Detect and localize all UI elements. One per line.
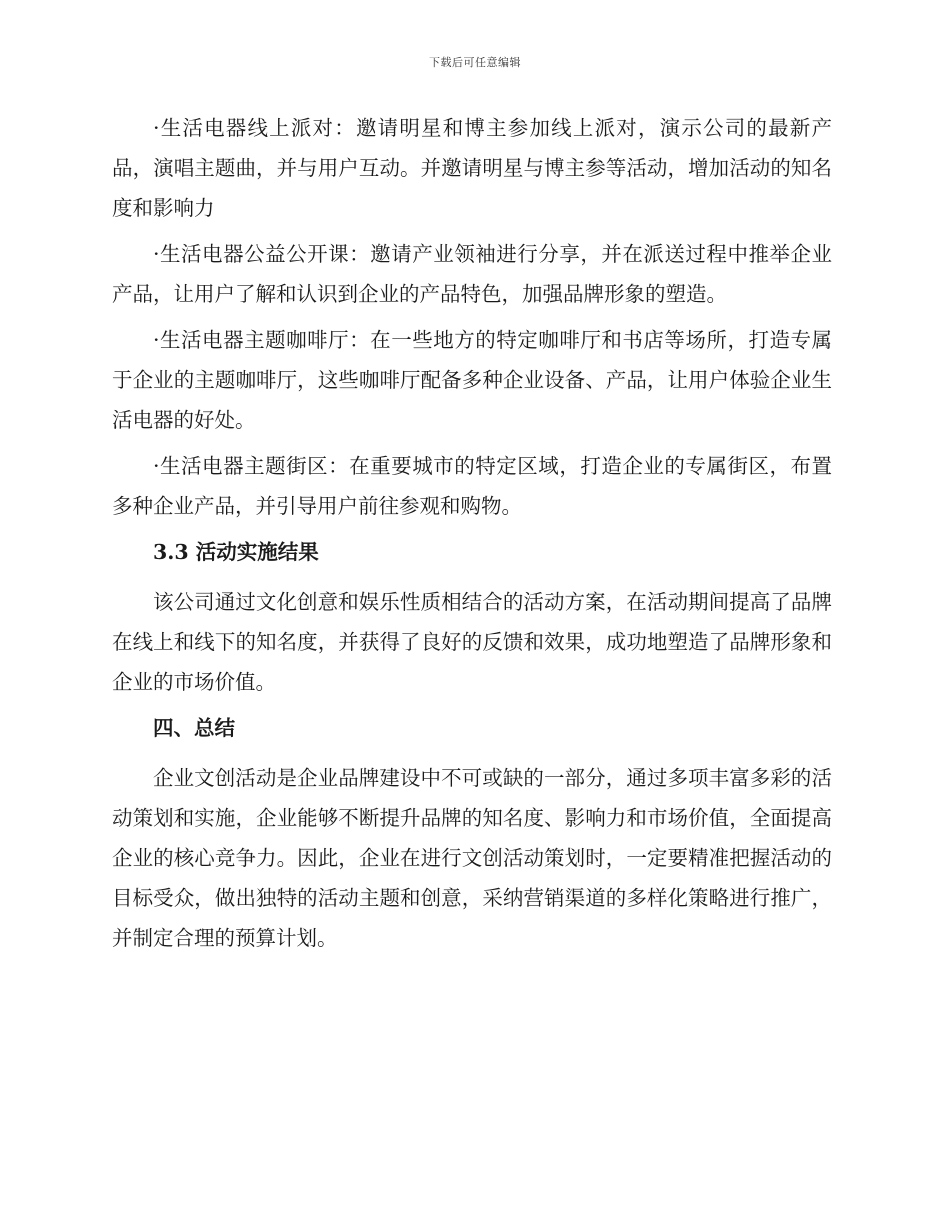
results-paragraph: 该公司通过文化创意和娱乐性质相结合的活动方案，在活动期间提高了品牌在线上和线下的知名度，并获得了良好的反馈和效果，成功地塑造了品牌形象和企业的市场价值。 <box>112 590 832 694</box>
document-body <box>112 108 832 964</box>
bullet-public-course: ·生活电器公益公开课：邀请产业领袖进行分享，并在派送过程中推举企业产品，让用户了解和认识到企业的产品特色，加强品牌形象的塑造。 <box>112 242 832 306</box>
section-heading-summary: 四、总结 <box>153 716 235 740</box>
bullet-online-party: ·生活电器线上派对：邀请明星和博主参加线上派对，演示公司的最新产品，演唱主题曲，并与用户互动。并邀请明星与博主参等活动，增加活动的知名度和影响力 <box>112 116 832 220</box>
page-header: 下载后可任意编辑 <box>429 56 521 69</box>
section-heading-results: 3.3 活动实施结果 <box>153 540 319 564</box>
summary-paragraph: 企业文创活动是企业品牌建设中不可或缺的一部分，通过多项丰富多彩的活动策划和实施，企业能够不断提升品牌的知名度、影响力和市场价值，全面提高企业的核心竞争力。因此，企业在进行文创活动策划时，一定要精准把握活动的目标受众，做出独特的活动主题和创意，采纳营销渠道的多样化策略进行推广，并制定合理的预算计划。 <box>112 766 832 950</box>
bullet-theme-street: ·生活电器主题街区：在重要城市的特定区域，打造企业的专属街区，布置多种企业产品，并引导用户前往参观和购物。 <box>112 454 832 518</box>
bullet-theme-cafe: ·生活电器主题咖啡厅：在一些地方的特定咖啡厅和书店等场所，打造专属于企业的主题咖啡厅，这些咖啡厅配备多种企业设备、产品，让用户体验企业生活电器的好处。 <box>112 328 832 432</box>
